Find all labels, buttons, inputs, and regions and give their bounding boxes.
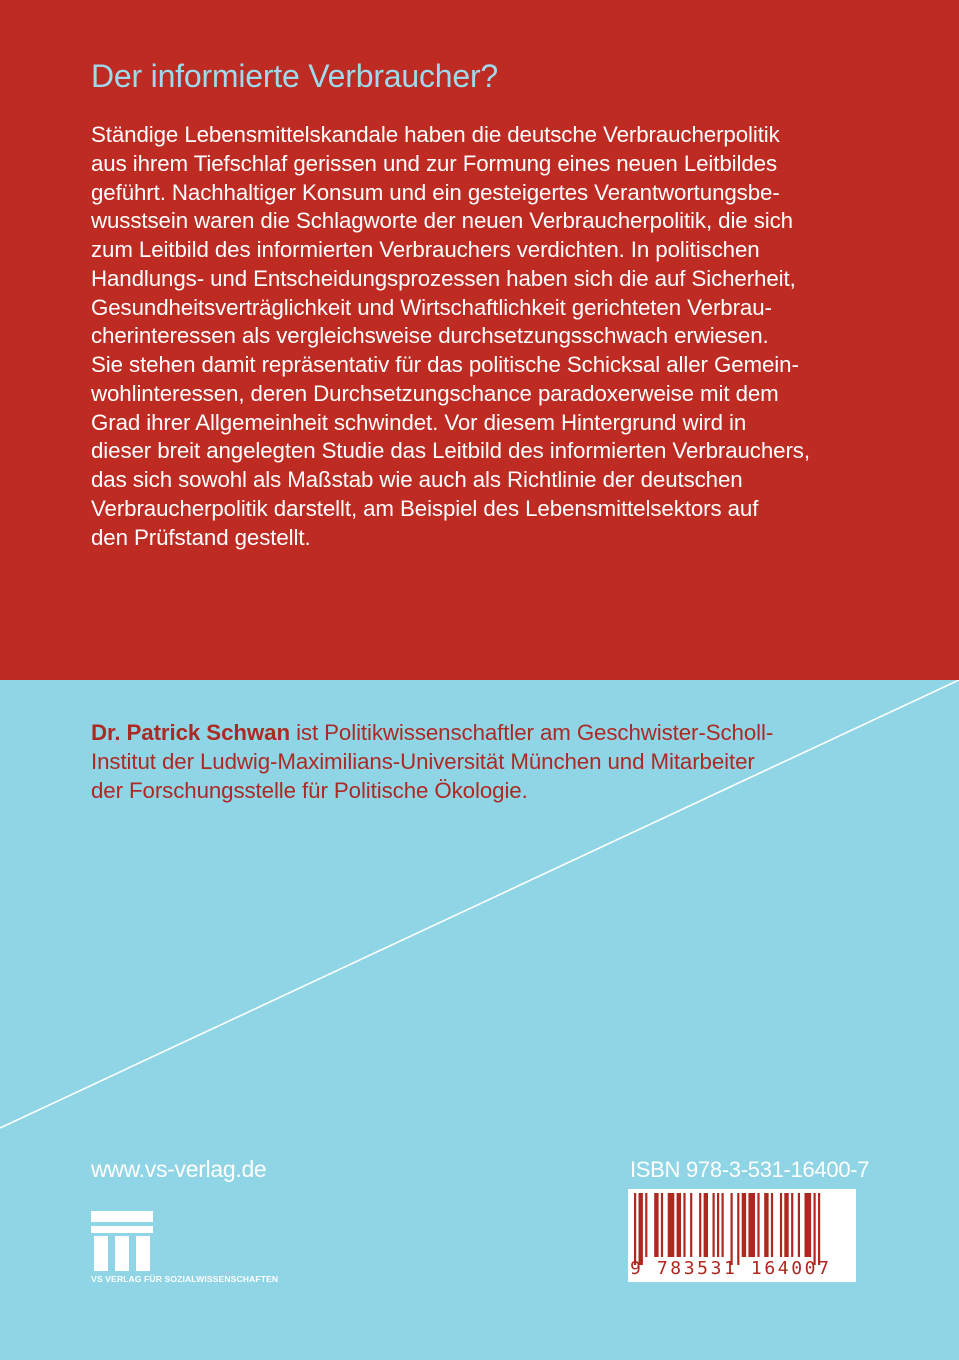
blurb-line: zum Leitbild des informierten Verbrauchers verdichten. In politischen (91, 237, 760, 263)
author-line-3: der Forschungsstelle für Politische Ökologie. (91, 777, 528, 803)
barcode-bar (668, 1193, 675, 1257)
barcode-bar (639, 1193, 643, 1265)
barcode-bar (780, 1193, 782, 1257)
barcode-bar (731, 1193, 733, 1265)
vs-verlag-logo-icon (91, 1211, 153, 1271)
publisher-website[interactable]: www.vs-verlag.de (91, 1156, 267, 1182)
blurb-line: Verbraucherpolitik darstellt, am Beispiel des Lebensmittelsektors auf (91, 495, 759, 521)
barcode-bar (704, 1193, 708, 1257)
barcode-bar (798, 1193, 800, 1257)
barcode-bar (699, 1193, 701, 1257)
blurb-line: Gesundheitsverträglichkeit und Wirtschaftlichkeit gerichteten Verbrau- (91, 294, 772, 320)
barcode-bar (717, 1193, 719, 1257)
barcode-bar (748, 1193, 755, 1257)
blurb-line: cherinteressen als vergleichsweise durchsetzungsschwach erwiesen. (91, 323, 769, 349)
barcode-bar (757, 1193, 759, 1257)
blurb-line: das sich sowohl als Maßstab wie auch als Richtlinie der deutschen (91, 467, 743, 493)
blurb-line: geführt. Nachhaltiger Konsum und ein gesteigertes Verantwortungsbe- (91, 179, 780, 205)
barcode-bar (690, 1193, 692, 1257)
blurb-line: den Prüfstand gestellt. (91, 524, 311, 550)
author-bio (91, 719, 871, 805)
author-name: Dr. Patrick Schwan (91, 720, 290, 745)
blurb-line: Sie stehen damit repräsentativ für das politische Schicksal aller Gemein- (91, 352, 799, 378)
barcode-bar (737, 1193, 739, 1265)
barcode-bar (791, 1193, 793, 1257)
barcode-digits: 9 783531 164007 (630, 1258, 832, 1279)
publisher-name: VS VERLAG FÜR SOZIALWISSENSCHAFTEN (91, 1274, 279, 1284)
blurb-line: aus ihrem Tiefschlaf gerissen und zur Formung eines neuen Leitbildes (91, 150, 778, 176)
barcode-bar (654, 1193, 658, 1257)
blurb-line: wusstsein waren die Schlagworte der neuen Verbraucherpolitik, die sich (91, 208, 793, 234)
author-line-1 (91, 719, 871, 748)
barcode-bar (645, 1193, 647, 1257)
barcode-bar (814, 1193, 816, 1265)
barcode-bar (722, 1193, 724, 1257)
blurb-line: Ständige Lebensmittelskandale haben die deutsche Verbraucherpolitik (91, 122, 780, 147)
book-title: Der informierte Verbraucher? (91, 58, 499, 94)
barcode-bar (784, 1193, 788, 1257)
blurb-line: dieser breit angelegten Studie das Leitbild des informierten Verbrauchers, (91, 438, 810, 464)
isbn-label: ISBN 978-3-531-16400-7 (630, 1157, 870, 1182)
barcode-bar (634, 1193, 636, 1265)
blurb-line: Handlungs- und Entscheidungsprozessen haben sich die auf Sicherheit, (91, 265, 796, 291)
barcode-bar (818, 1193, 820, 1265)
barcode-bar (771, 1193, 773, 1257)
barcode-bar (742, 1193, 746, 1257)
author-line-2: Institut der Ludwig-Maximilians-Universität München und Mitarbeiter (91, 748, 755, 774)
blurb-line: wohlinteressen, deren Durchsetzungschance paradoxerweise mit dem (91, 380, 779, 406)
blurb-line: Grad ihrer Allgemeinheit schwindet. Vor diesem Hintergrund wird in (91, 409, 747, 435)
barcode-bar (805, 1193, 812, 1257)
blurb-text (91, 121, 871, 552)
barcode-bar (764, 1193, 768, 1257)
barcode-bar (677, 1193, 681, 1257)
barcode-bar (661, 1193, 663, 1257)
barcode-bar (713, 1193, 715, 1257)
author-bio-text: ist Politikwissenschaftler am Geschwister-Scholl- (289, 720, 774, 745)
barcode-bar (683, 1193, 685, 1257)
